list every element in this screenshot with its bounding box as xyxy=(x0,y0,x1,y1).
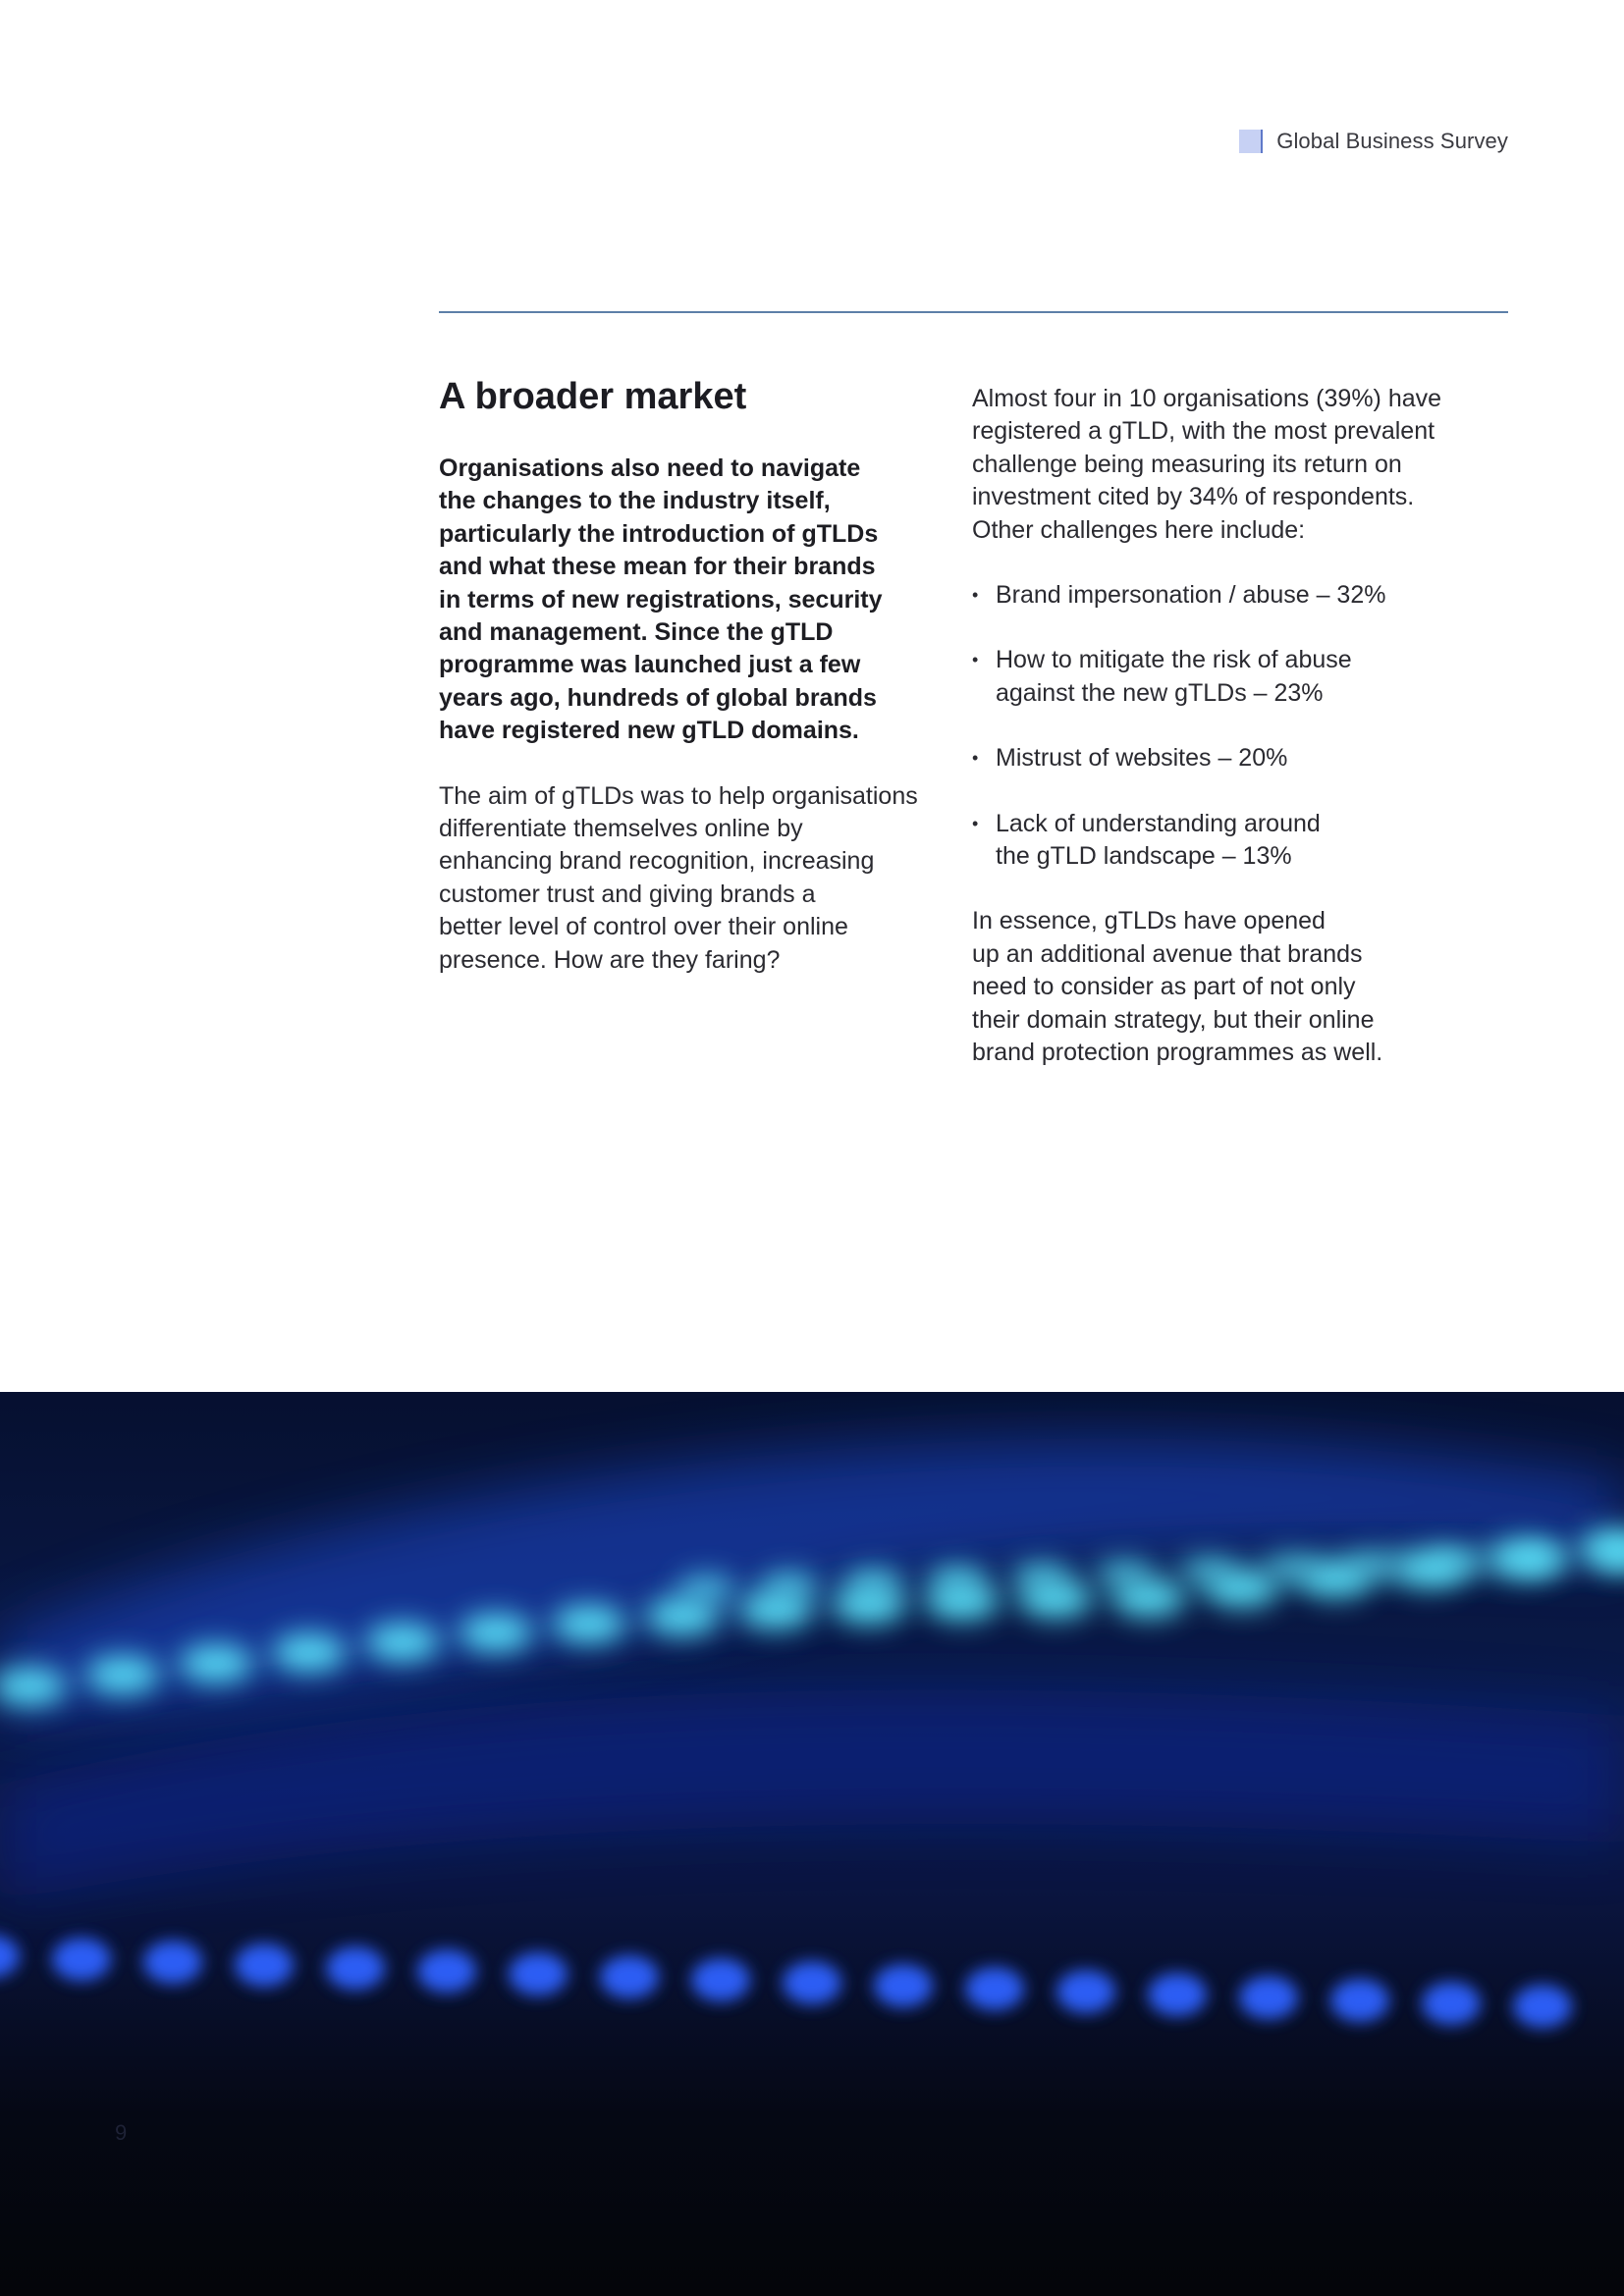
list-item-text: the gTLD landscape – 13% xyxy=(996,842,1292,871)
keyboard-lights-illustration xyxy=(0,1392,1624,2296)
lead-line: years ago, hundreds of global brands xyxy=(439,683,877,712)
outro-line: In essence, gTLDs have opened xyxy=(972,907,1326,935)
intro-line: Almost four in 10 organisations (39%) have xyxy=(972,385,1442,412)
intro-line: registered a gTLD, with the most prevalent xyxy=(972,417,1435,446)
blue-light xyxy=(600,1955,659,1999)
key-light xyxy=(928,1566,987,1593)
key-light xyxy=(365,1623,440,1662)
page-number: 9 xyxy=(115,2120,128,2145)
key-light xyxy=(1178,1557,1237,1584)
list-item-text: against the new gTLDs – 23% xyxy=(996,678,1324,707)
list-item-text: How to mitigate the risk of abuse xyxy=(996,646,1352,674)
lead-line: the changes to the industry itself, xyxy=(439,487,831,515)
blue-light xyxy=(1422,1982,1481,2025)
blue-light xyxy=(1513,1985,1572,2028)
outro-line: their domain strategy, but their online xyxy=(972,1005,1375,1034)
section-divider xyxy=(439,311,1508,313)
list-item-text: Lack of understanding around xyxy=(996,809,1321,837)
key-light xyxy=(459,1613,533,1652)
key-light xyxy=(645,1597,720,1636)
list-item xyxy=(972,808,1483,874)
body-line: presence. How are they faring? xyxy=(439,945,781,974)
lead-line: have registered new gTLD domains. xyxy=(439,717,859,745)
outro-line: need to consider as part of not only xyxy=(972,973,1356,1001)
key-light xyxy=(1512,1545,1571,1573)
key-light xyxy=(1429,1548,1488,1575)
key-light xyxy=(179,1644,253,1683)
list-item-text: Brand impersonation / abuse – 32% xyxy=(996,581,1386,610)
blue-light xyxy=(417,1949,476,1993)
left-column xyxy=(439,373,930,977)
right-column xyxy=(972,383,1483,1070)
body-line: The aim of gTLDs was to help organisations xyxy=(439,781,918,810)
list-item-text: Mistrust of websites – 20% xyxy=(996,744,1288,773)
lead-line: in terms of new registrations, security xyxy=(439,585,883,614)
list-item xyxy=(972,579,1483,612)
blue-light xyxy=(235,1944,294,1987)
outro-line: up an additional avenue that brands xyxy=(972,939,1363,968)
body-paragraph xyxy=(439,780,930,977)
lead-line: and what these mean for their brands xyxy=(439,553,876,581)
blue-light xyxy=(874,1964,933,2007)
lead-paragraph xyxy=(439,453,930,748)
blue-light xyxy=(965,1967,1024,2010)
key-light xyxy=(272,1633,347,1673)
key-light xyxy=(677,1575,736,1602)
closing-paragraph xyxy=(972,905,1483,1069)
body-line: customer trust and giving brands a xyxy=(439,880,816,908)
key-light xyxy=(1095,1560,1154,1587)
keyboard-photo xyxy=(0,1392,1624,2296)
key-light xyxy=(552,1604,626,1643)
blue-light xyxy=(783,1961,841,2004)
challenges-list xyxy=(972,579,1483,873)
key-light xyxy=(761,1572,820,1599)
blue-light xyxy=(1148,1973,1207,2016)
list-item xyxy=(972,644,1483,710)
blue-light xyxy=(691,1958,750,2002)
body-line: better level of control over their online xyxy=(439,913,848,941)
intro-line: Other challenges here include: xyxy=(972,515,1306,544)
intro-paragraph xyxy=(972,383,1483,547)
intro-line: challenge being measuring its return on xyxy=(972,450,1402,478)
key-light xyxy=(85,1655,160,1694)
outro-line: brand protection programmes as well. xyxy=(972,1039,1383,1067)
key-light xyxy=(1011,1563,1070,1590)
key-light xyxy=(1262,1554,1321,1581)
blue-light xyxy=(143,1941,202,1984)
blue-light xyxy=(0,1935,20,1978)
header-title: Global Business Survey xyxy=(1276,129,1508,153)
lead-line: programme was launched just a few xyxy=(439,651,861,679)
section-title: A broader market xyxy=(439,376,747,417)
blue-light xyxy=(326,1947,385,1990)
header-square-icon xyxy=(1239,130,1263,153)
lead-line: particularly the introduction of gTLDs xyxy=(439,519,879,548)
blue-light xyxy=(1239,1976,1298,2019)
blue-light xyxy=(509,1952,568,1996)
blue-light xyxy=(1330,1979,1389,2022)
lead-line: Organisations also need to navigate xyxy=(439,454,861,482)
key-light xyxy=(1345,1551,1404,1578)
lead-line: and management. Since the gTLD xyxy=(439,618,834,647)
blue-light xyxy=(52,1938,111,1981)
running-header xyxy=(1239,129,1508,154)
body-line: differentiate themselves online by xyxy=(439,815,803,843)
intro-line: investment cited by 34% of respondents. xyxy=(972,483,1415,511)
body-line: enhancing brand recognition, increasing xyxy=(439,847,875,876)
key-light xyxy=(844,1569,903,1596)
list-item xyxy=(972,742,1483,774)
blue-light xyxy=(1056,1970,1115,2013)
